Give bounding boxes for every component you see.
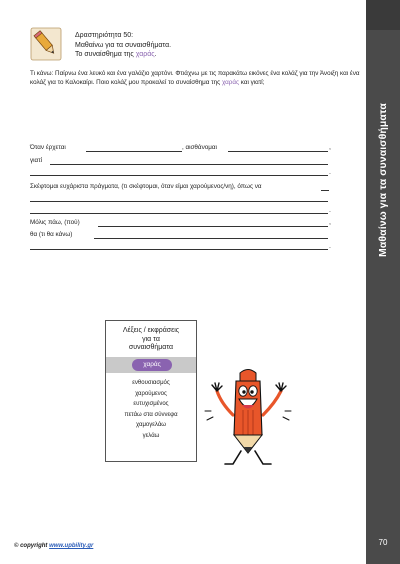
list-item: χαμογελάω xyxy=(136,422,166,429)
emotion-words-box xyxy=(105,320,197,462)
row6-period: . xyxy=(329,207,331,214)
instructions-emotion: χαράς xyxy=(221,78,240,86)
row7-comma: , xyxy=(329,219,331,226)
words-list xyxy=(106,378,196,442)
words-box-title-line3: συναισθήματα xyxy=(128,344,174,351)
instructions-text: Τι κάνω: Παίρνω ένα λευκό και ένα γαλάζιο χαρτόνι. Φτιάχνω με τις παρακάτω εικόνες ένα κολάζ για την Άνοιξη και ένα κολάζ για το Καλοκαίρι. Ποιο κολάζ μου προκαλεί το συναίσθημα της xyxy=(30,70,360,86)
side-band xyxy=(366,0,400,564)
prompt-thinking: Σκέφτομαι ευχάριστα πράγματα, (τι σκέφτομαι, όταν είμαι χαρούμενος/νη), όπως να xyxy=(30,183,262,190)
row9-period: . xyxy=(329,243,331,250)
prompt-as-soon: Μόλις πάω, (πού) xyxy=(30,219,80,226)
row1-comma: , xyxy=(329,144,331,151)
activity-subtitle xyxy=(75,50,171,60)
side-band-tab xyxy=(366,0,400,30)
activity-number: Δραστηριότητα 50: xyxy=(75,32,134,39)
website-link[interactable]: www.upbility.gr xyxy=(49,543,94,549)
pencil-icon xyxy=(30,27,62,61)
footer xyxy=(14,543,93,549)
words-box-title xyxy=(106,327,196,353)
list-item: χαρούμενος xyxy=(135,390,167,397)
words-box-title-line2: για τα xyxy=(142,335,160,343)
answer-line-where[interactable] xyxy=(98,226,328,227)
side-title: Μαθαίνω για τα συναισθήματα xyxy=(377,103,390,257)
answer-line-thinking-stub[interactable] xyxy=(321,190,329,191)
instructions xyxy=(30,70,363,87)
answer-line-because-2[interactable] xyxy=(30,175,328,176)
instructions-text-end: και γιατί; xyxy=(239,78,265,86)
activity-header xyxy=(75,31,171,60)
list-item: ευτυχισμένος xyxy=(133,401,169,408)
answer-line-will[interactable] xyxy=(94,238,328,239)
activity-title: Μαθαίνω για τα συναισθήματα. xyxy=(75,41,172,49)
list-item: ενθουσιασμός xyxy=(132,380,170,386)
answer-line-feeling[interactable] xyxy=(228,151,328,152)
happy-pencil-character xyxy=(203,365,293,470)
prompt-when-comes: Όταν έρχεται xyxy=(30,144,66,151)
answer-line-thinking-2[interactable] xyxy=(30,213,328,214)
answer-line-thinking-1[interactable] xyxy=(30,201,328,202)
subtitle-prefix: Το συναίσθημα της xyxy=(75,51,136,58)
side-title-box xyxy=(366,80,400,280)
answer-line-because[interactable] xyxy=(50,164,328,165)
prompt-i-feel: , αισθάνομαι xyxy=(182,144,217,151)
emotion-badge: χαράς xyxy=(132,359,172,371)
row3-period: . xyxy=(329,169,331,176)
list-item: πετάω στα σύννεφα xyxy=(124,411,178,418)
answer-line-season[interactable] xyxy=(86,151,182,152)
subtitle-suffix: . xyxy=(154,51,157,58)
copyright-text: © copyright xyxy=(14,543,48,549)
list-item: γελάω xyxy=(142,432,160,439)
prompt-will: θα (τι θα κάνω) xyxy=(30,231,73,238)
words-box-title-line1: Λέξεις / εκφράσεις xyxy=(122,327,180,334)
prompt-because: γιατί xyxy=(30,157,43,164)
page-number: 70 xyxy=(378,538,388,547)
answer-line-will-2[interactable] xyxy=(30,249,328,250)
subtitle-emotion: χαράς xyxy=(135,51,155,58)
